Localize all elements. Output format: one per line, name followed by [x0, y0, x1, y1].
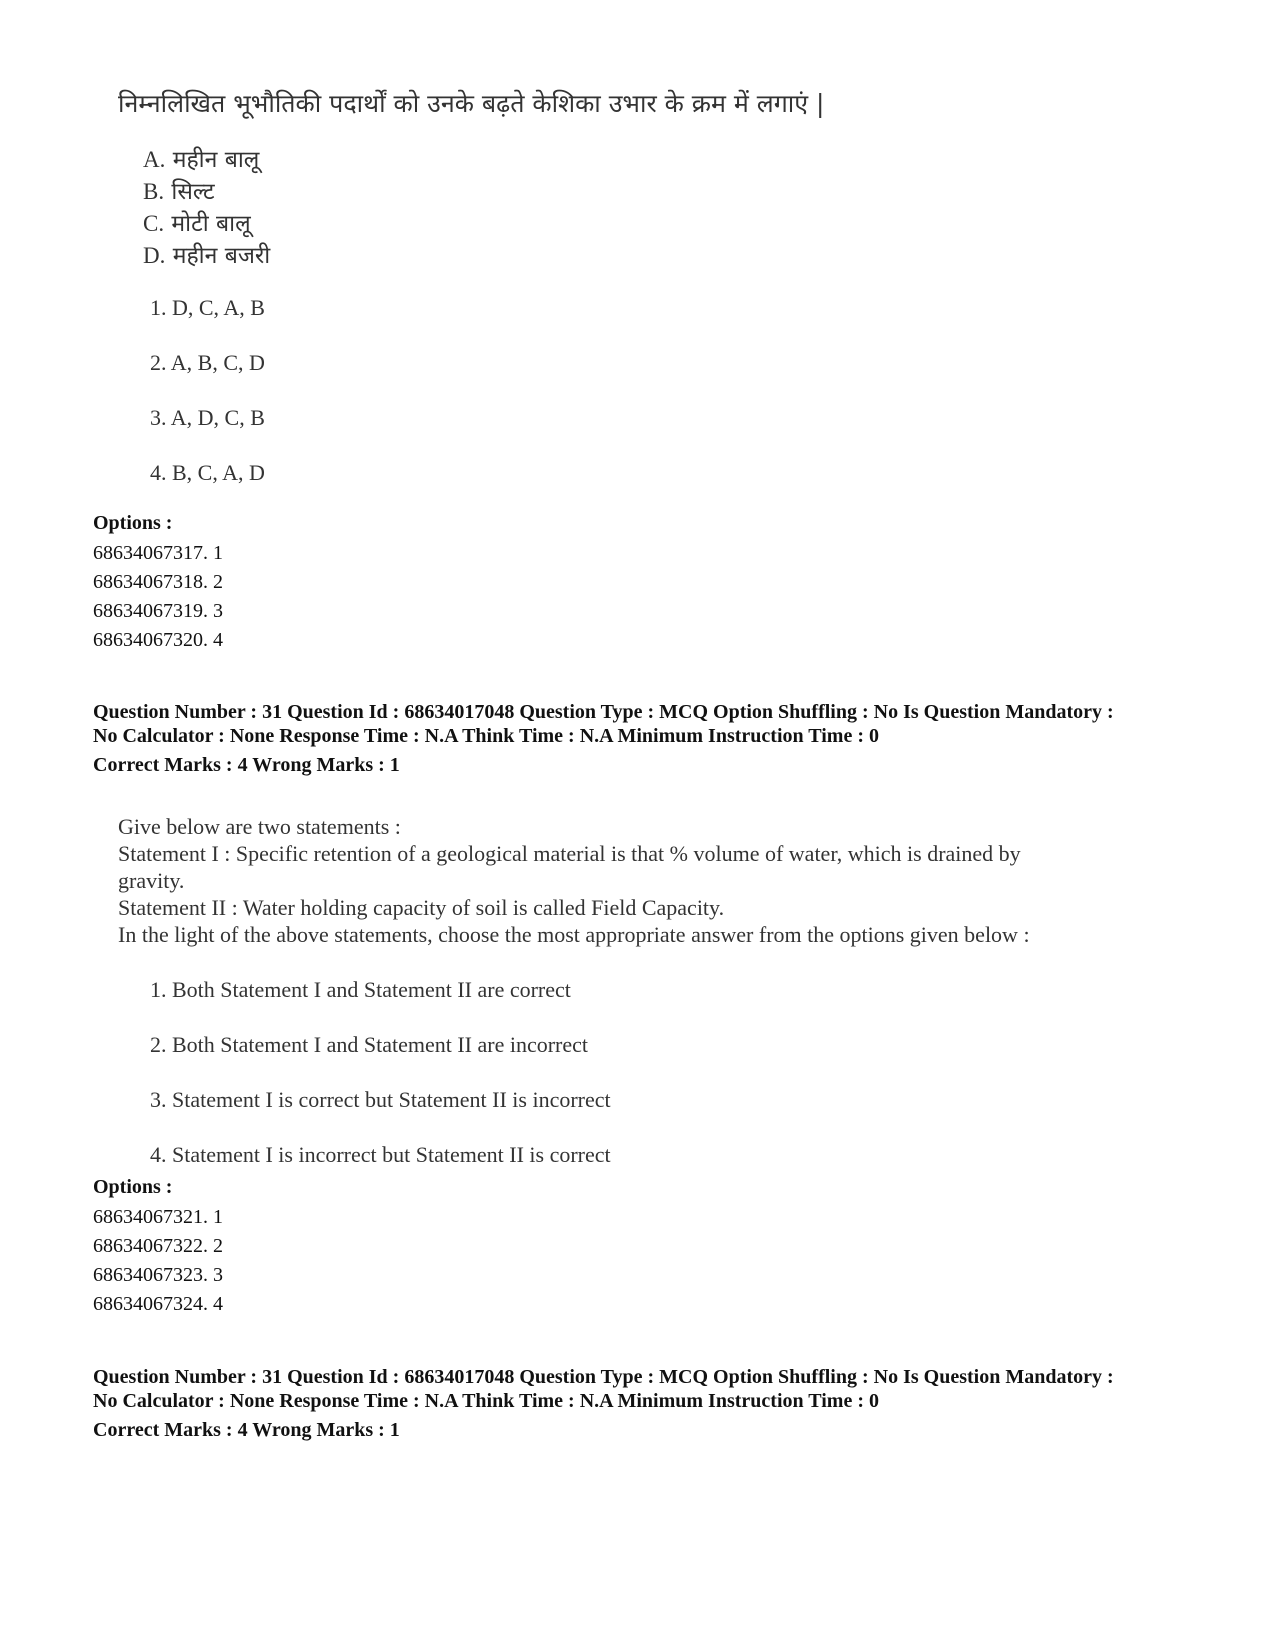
stem-line: In the light of the above statements, choose the most appropriate answer from the options given below :: [118, 922, 1030, 947]
question-meta-marks: Correct Marks : 4 Wrong Marks : 1: [93, 1419, 400, 1441]
stem-line: Statement II : Water holding capacity of soil is called Field Capacity.: [118, 895, 725, 920]
question-2-stem: [118, 813, 1030, 948]
stem-line: Give below are two statements :: [118, 814, 401, 839]
item-label: C.: [143, 211, 165, 236]
item-label: B.: [143, 179, 165, 204]
choice-item: 3. Statement I is correct but Statement II is incorrect: [150, 1087, 611, 1112]
item-text: मोटी बालू: [171, 211, 251, 237]
question-1-items: [143, 144, 270, 272]
question-meta-marks: Correct Marks : 4 Wrong Marks : 1: [93, 754, 400, 776]
stem-line: gravity.: [118, 868, 185, 893]
option-item: 68634067319. 3: [93, 600, 223, 622]
options-list: [93, 1205, 223, 1321]
option-item: 68634067322. 2: [93, 1235, 223, 1257]
item-text: महीन बालू: [172, 147, 260, 173]
option-item: 68634067318. 2: [93, 571, 223, 593]
item-b: [143, 176, 270, 208]
item-c: [143, 208, 270, 240]
stem-line: Statement I : Specific retention of a geological material is that % volume of water, which is drained by: [118, 841, 1021, 866]
options-heading: Options :: [93, 512, 173, 534]
choice-item: 3. A, D, C, B: [150, 405, 265, 430]
choice-item: 1. D, C, A, B: [150, 295, 265, 320]
item-text: महीन बजरी: [172, 243, 271, 269]
question-meta-line-1: Question Number : 31 Question Id : 68634017048 Question Type : MCQ Option Shuffling : No Is Question Mandatory :: [93, 701, 1114, 723]
item-text: सिल्ट: [171, 179, 215, 205]
option-item: 68634067324. 4: [93, 1293, 223, 1315]
option-item: 68634067320. 4: [93, 629, 223, 651]
option-item: 68634067321. 1: [93, 1206, 223, 1228]
option-item: 68634067323. 3: [93, 1264, 223, 1286]
item-a: [143, 144, 270, 176]
options-heading: Options :: [93, 1176, 173, 1198]
options-list: [93, 541, 223, 657]
choice-item: 2. Both Statement I and Statement II are incorrect: [150, 1032, 589, 1057]
choice-item: 1. Both Statement I and Statement II are correct: [150, 977, 571, 1002]
item-label: A.: [143, 147, 166, 172]
question-meta-line-2: No Calculator : None Response Time : N.A Think Time : N.A Minimum Instruction Time : 0: [93, 1390, 879, 1412]
question-1-stem: निम्नलिखित भूभौतिकी पदार्थों को उनके बढ़ते केशिका उभार के क्रम में लगाएं |: [118, 89, 825, 118]
question-2-choices: [150, 978, 611, 1198]
choice-item: 4. B, C, A, D: [150, 460, 265, 485]
choice-item: 2. A, B, C, D: [150, 350, 265, 375]
question-meta-line-1: Question Number : 31 Question Id : 68634017048 Question Type : MCQ Option Shuffling : No Is Question Mandatory :: [93, 1366, 1114, 1388]
item-label: D.: [143, 243, 166, 268]
item-d: [143, 240, 270, 272]
question-meta-line-2: No Calculator : None Response Time : N.A Think Time : N.A Minimum Instruction Time : 0: [93, 725, 879, 747]
choice-item: 4. Statement I is incorrect but Statement II is correct: [150, 1142, 611, 1167]
option-item: 68634067317. 1: [93, 542, 223, 564]
question-1-choices: [150, 296, 265, 516]
